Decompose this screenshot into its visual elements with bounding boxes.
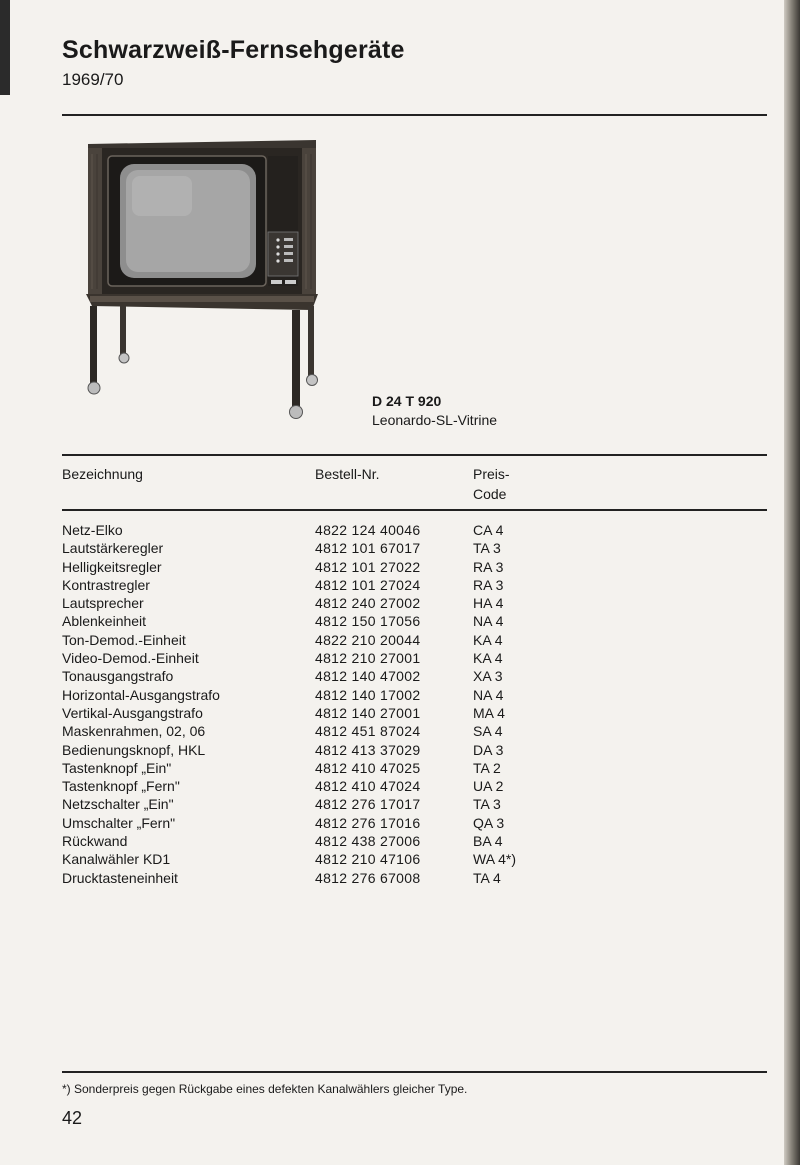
price-code: NA 4 [473, 686, 504, 703]
page-title: Schwarzweiß-Fernsehgeräte [62, 36, 405, 64]
table-row [0, 612, 780, 630]
order-number: 4812 210 47106 [315, 851, 421, 868]
price-code: TA 3 [473, 796, 501, 813]
order-number: 4822 124 40046 [315, 522, 421, 538]
part-name: Vertikal-Ausgangstrafo [62, 704, 203, 721]
part-name: Drucktasteneinheit [62, 869, 178, 886]
column-header-price-code [473, 464, 510, 504]
price-code: HA 4 [473, 595, 504, 612]
price-code-header-line2: Code [473, 486, 507, 502]
table-row [0, 539, 780, 557]
order-number: 4812 451 87024 [315, 723, 421, 740]
table-row [0, 649, 780, 667]
parts-table [0, 521, 780, 887]
table-row [0, 667, 780, 685]
table-row [0, 832, 780, 850]
order-number: 4812 140 27001 [315, 704, 421, 721]
part-name: Tastenknopf „Ein" [62, 759, 172, 776]
order-number: 4812 276 17017 [315, 796, 421, 813]
part-name: Maskenrahmen, 02, 06 [62, 723, 206, 740]
order-number: 4812 210 27001 [315, 650, 421, 667]
order-number: 4812 410 47024 [315, 778, 421, 795]
price-code: UA 2 [473, 778, 504, 795]
table-row [0, 722, 780, 740]
part-name: Tonausgangstrafo [62, 668, 174, 685]
column-header-designation: Bezeichnung [62, 466, 143, 482]
page-number: 42 [62, 1108, 83, 1128]
part-name: Video-Demod.-Einheit [62, 650, 199, 667]
table-row [0, 741, 780, 759]
order-number: 4812 240 27002 [315, 595, 421, 612]
column-header-order-no: Bestell-Nr. [315, 466, 380, 482]
table-row [0, 850, 780, 868]
price-code: CA 4 [473, 522, 504, 538]
table-row [0, 777, 780, 795]
table-row [0, 594, 780, 612]
part-name: Rückwand [62, 833, 128, 850]
page-edge-right [784, 0, 800, 1165]
part-name: Bedienungsknopf, HKL [62, 741, 206, 758]
table-row [0, 795, 780, 813]
part-name: Lautsprecher [62, 595, 144, 612]
part-name: Netz-Elko [62, 522, 123, 538]
order-number: 4812 140 17002 [315, 686, 421, 703]
price-code: QA 3 [473, 814, 505, 831]
price-code: RA 3 [473, 558, 504, 575]
table-row [0, 704, 780, 722]
part-name: Ton-Demod.-Einheit [62, 631, 186, 648]
table-row [0, 558, 780, 576]
order-number: 4812 276 17016 [315, 814, 421, 831]
table-row [0, 631, 780, 649]
price-code-header-line1: Preis- [473, 466, 510, 482]
table-row [0, 814, 780, 832]
part-name: Ablenkeinheit [62, 613, 147, 630]
table-row [0, 686, 780, 704]
price-code: MA 4 [473, 704, 505, 721]
part-name: Kanalwähler KD1 [62, 851, 171, 868]
page-subtitle-year: 1969/70 [62, 70, 124, 89]
order-number: 4822 210 20044 [315, 631, 421, 648]
table-top-rule [62, 454, 767, 456]
order-number: 4812 413 37029 [315, 741, 421, 758]
order-number: 4812 276 67008 [315, 869, 421, 886]
price-code: DA 3 [473, 741, 504, 758]
price-code: TA 2 [473, 759, 501, 776]
order-number: 4812 101 27022 [315, 558, 421, 575]
page-edge-left [0, 0, 10, 95]
price-code: TA 3 [473, 540, 501, 557]
order-number: 4812 101 67017 [315, 540, 421, 557]
price-code: TA 4 [473, 869, 501, 886]
price-code: NA 4 [473, 613, 504, 630]
part-name: Kontrastregler [62, 576, 150, 593]
price-code: KA 4 [473, 650, 503, 667]
table-row [0, 521, 780, 539]
price-code: XA 3 [473, 668, 503, 685]
part-name: Netzschalter „Ein" [62, 796, 174, 813]
price-code: RA 3 [473, 576, 504, 593]
part-name: Umschalter „Fern" [62, 814, 176, 831]
part-name: Horizontal-Ausgangstrafo [62, 686, 220, 703]
price-code: SA 4 [473, 723, 503, 740]
footnote-rule [62, 1071, 767, 1073]
order-number: 4812 410 47025 [315, 759, 421, 776]
price-code: KA 4 [473, 631, 503, 648]
order-number: 4812 140 47002 [315, 668, 421, 685]
price-code: BA 4 [473, 833, 503, 850]
order-number: 4812 438 27006 [315, 833, 421, 850]
table-header-rule [62, 509, 767, 511]
price-code: WA 4*) [473, 851, 517, 868]
table-row [0, 759, 780, 777]
product-name: Leonardo-SL-Vitrine [372, 412, 498, 428]
order-number: 4812 101 27024 [315, 576, 421, 593]
part-name: Lautstärkeregler [62, 540, 164, 557]
part-name: Helligkeitsregler [62, 558, 162, 575]
product-model: D 24 T 920 [372, 393, 442, 409]
table-row [0, 576, 780, 594]
footnote: *) Sonderpreis gegen Rückgabe eines defekten Kanalwählers gleicher Type. [62, 1082, 468, 1096]
part-name: Tastenknopf „Fern" [62, 778, 180, 795]
top-rule [62, 114, 767, 116]
tv-cabinet-illustration [80, 134, 330, 429]
order-number: 4812 150 17056 [315, 613, 421, 630]
table-row [0, 869, 780, 887]
